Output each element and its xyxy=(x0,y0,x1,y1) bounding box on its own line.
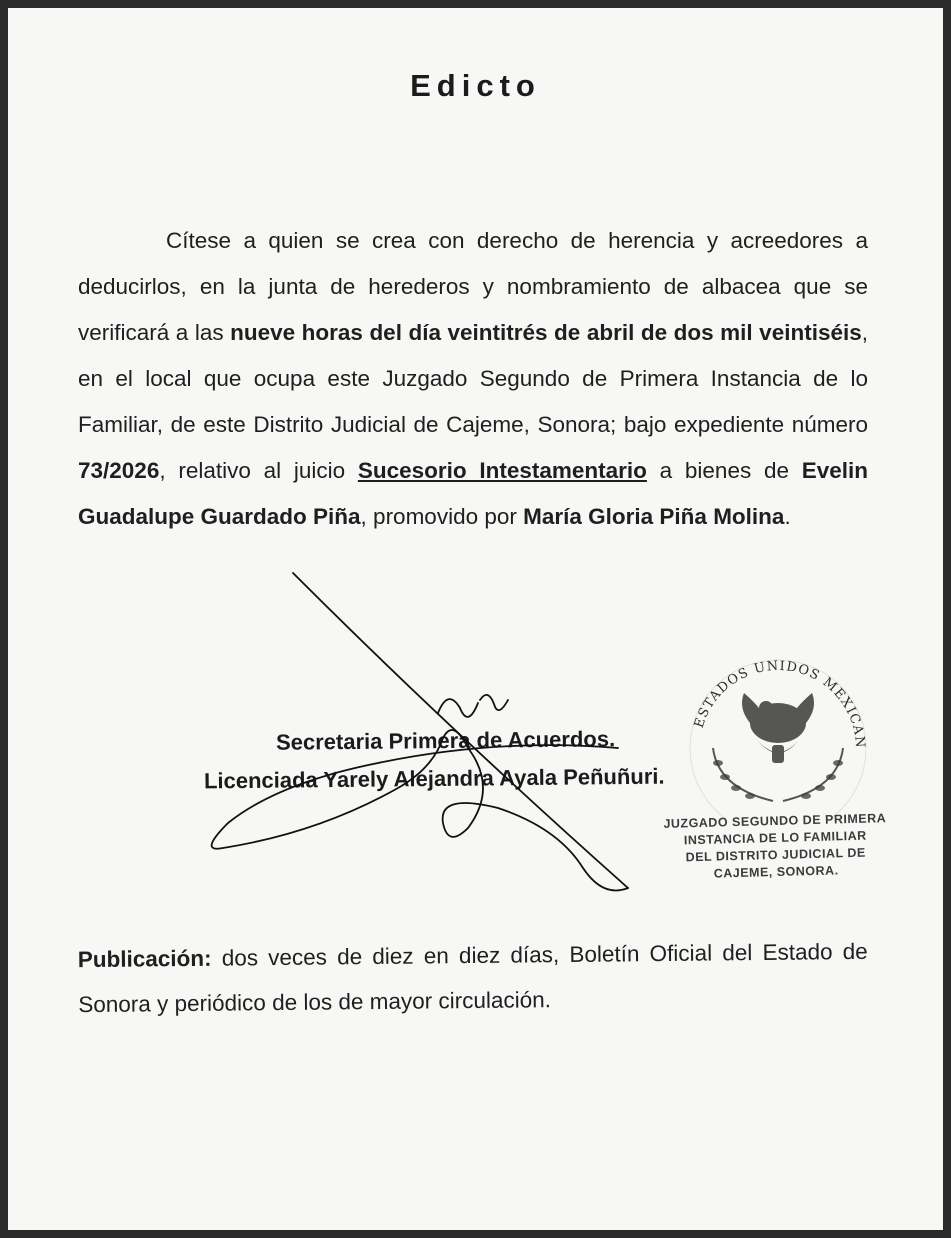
court-line: CAJEME, SONORA. xyxy=(713,863,839,881)
official-seal xyxy=(678,653,873,823)
case-number: 73/2026 xyxy=(78,458,160,483)
deceased-name: Evelin Guadalupe Guardado Piña xyxy=(78,458,868,529)
publication-text: dos veces de diez en diez días, Boletín Oficial del Estado de Sonora y periódico de los de mayor circulación. xyxy=(78,938,868,1018)
body-text-2: , en el local que ocupa este Juzgado Segundo de Primera Instancia de lo Familiar, de este Distrito Judicial de Cajeme, Sonora; bajo expediente número xyxy=(78,320,868,437)
court-line: INSTANCIA DE LO FAMILIAR xyxy=(683,828,867,848)
signatory-title: Secretaria Primera de Acuerdos. xyxy=(275,726,616,755)
publication-note xyxy=(78,929,869,1027)
edict-body xyxy=(78,218,868,540)
document-title: Edicto xyxy=(410,68,541,103)
body-text-1: Cítese a quien se crea con derecho de herencia y acreedores a deducirlos, en la junta de herederos y nombramiento de albacea que se verificará a las xyxy=(78,228,868,345)
body-text-3: , relativo al juicio xyxy=(159,458,358,483)
document-page xyxy=(8,8,943,1230)
edict-paragraph xyxy=(78,218,868,540)
promoter-name: María Gloria Piña Molina xyxy=(523,504,785,529)
court-line: JUZGADO SEGUNDO DE PRIMERA xyxy=(663,811,887,831)
signatory-name: Licenciada Yarely Alejandra Ayala Peñuñuri. xyxy=(203,763,665,794)
court-line: DEL DISTRITO JUDICIAL DE xyxy=(685,845,866,865)
publication-label: Publicación: xyxy=(77,945,212,973)
body-text-6: . xyxy=(784,504,791,529)
body-text-5: , promovido por xyxy=(360,504,524,529)
handwritten-signature xyxy=(198,568,658,913)
case-type: Sucesorio Intestamentario xyxy=(357,458,647,483)
court-stamp xyxy=(637,809,914,884)
seal-text: ESTADOS UNIDOS MEXICAN xyxy=(691,658,868,750)
body-text-4: a bienes de xyxy=(646,458,802,483)
hearing-date: nueve horas del día veintitrés de abril de dos mil veintiséis xyxy=(230,320,862,345)
